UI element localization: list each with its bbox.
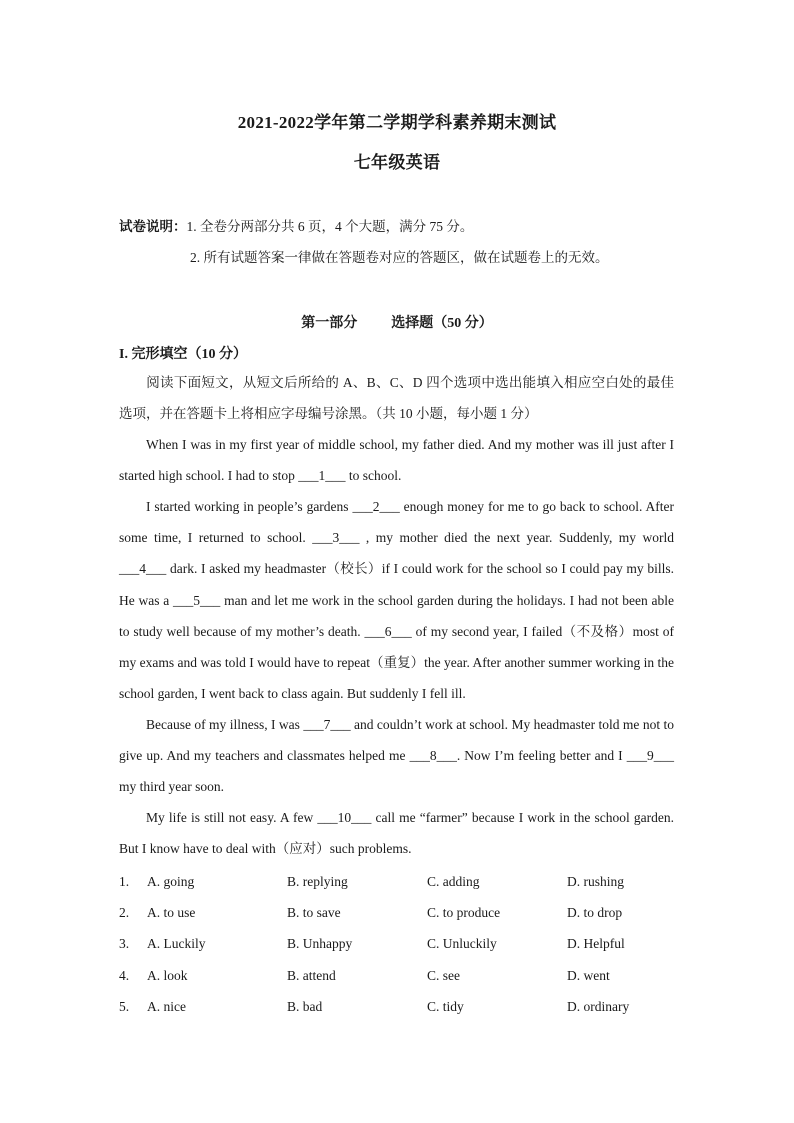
option-b: B. bad xyxy=(287,998,323,1014)
option-d: D. rushing xyxy=(567,874,624,889)
option-d: D. went xyxy=(567,967,610,983)
option-c: C. adding xyxy=(427,874,480,889)
question-number: 3. xyxy=(119,936,130,952)
instruction-paragraph xyxy=(119,367,674,429)
option-a: A. to use xyxy=(147,905,196,921)
option-a: A. look xyxy=(147,967,188,983)
passage-text-2: I started working in people’s gardens ___2___ enough money for me to go back to school. After some time, I returned to school. ___3___ , my mother died the next year. Suddenly, my world ___4___ dark. I asked my headmaster（校长）if I could work for the school so I could pay my bills. He was a ___5___ man and let me work in the school garden during the holidays. I had not been able to study well because of my mother’s death. ___6___ of my second year, I failed（不及格）most of my exams and was told I would have to repeat（重复）the year. After another summer working in the school garden, I went back to class again. But suddenly I fell ill. xyxy=(119,499,674,702)
exam-title: 2021-2022学年第二学期学科素养期末测试 xyxy=(237,113,557,132)
question-number: 2. xyxy=(119,905,130,921)
exam-note-item-1: 1. 全卷分两部分共 6 页，4 个大题，满分 75 分。 xyxy=(186,219,474,234)
option-c: C. see xyxy=(427,967,460,983)
option-b: B. Unhappy xyxy=(287,936,353,952)
passage-paragraph-1 xyxy=(119,429,674,491)
passage-text-1: When I was in my first year of middle school, my father died. And my mother was ill just after I started high school. I had to stop ___1___ to school. xyxy=(119,437,674,484)
passage-paragraph-2 xyxy=(119,491,674,709)
option-d: D. Helpful xyxy=(567,936,625,952)
section-heading: I. 完形填空（10 分） xyxy=(119,347,247,362)
option-b: B. to save xyxy=(287,905,341,921)
passage-paragraph-3 xyxy=(119,709,674,803)
option-row xyxy=(119,897,679,928)
option-row xyxy=(119,866,679,897)
passage-text-4: My life is still not easy. A few ___10___ call me “farmer” because I work in the school garden. But I know have to deal with（应对）such problems. xyxy=(119,810,674,857)
instruction-text: 阅读下面短文，从短文后所给的 A、B、C、D 四个选项中选出能填入相应空白处的最佳选项，并在答题卡上将相应字母编号涂黑。（共 10 小题，每小题 1 分） xyxy=(119,375,674,422)
option-row xyxy=(119,928,679,959)
exam-note-1 xyxy=(119,217,473,237)
question-number: 4. xyxy=(119,967,130,983)
option-row xyxy=(119,960,679,991)
option-a: A. nice xyxy=(147,998,186,1014)
option-row xyxy=(119,991,679,1022)
question-number: 1. xyxy=(119,874,130,889)
exam-note-label: 试卷说明： xyxy=(119,219,187,234)
options-list xyxy=(119,866,679,1022)
option-c: C. tidy xyxy=(427,998,464,1014)
option-c: C. Unluckily xyxy=(427,936,497,952)
exam-subtitle: 七年级英语 xyxy=(353,153,441,172)
passage-text-3: Because of my illness, I was ___7___ and couldn’t work at school. My headmaster told me not to give up. And my teachers and classmates helped me ___8___. Now I’m feeling better and I ___9___ my third year soon. xyxy=(119,717,674,795)
passage-paragraph-4 xyxy=(119,802,674,864)
option-d: D. to drop xyxy=(567,905,623,921)
part-name: 第一部分 xyxy=(301,316,358,331)
option-b: B. attend xyxy=(287,967,336,983)
option-b: B. replying xyxy=(287,874,348,889)
option-c: C. to produce xyxy=(427,905,501,921)
question-number: 5. xyxy=(119,998,130,1014)
part-heading xyxy=(0,312,794,332)
exam-note-item-2: 2. 所有试题答案一律做在答题卷对应的答题区，做在试题卷上的无效。 xyxy=(190,250,609,265)
part-title: 选择题（50 分） xyxy=(391,316,493,331)
option-a: A. Luckily xyxy=(147,936,206,952)
option-d: D. ordinary xyxy=(567,998,630,1014)
option-a: A. going xyxy=(147,874,195,889)
